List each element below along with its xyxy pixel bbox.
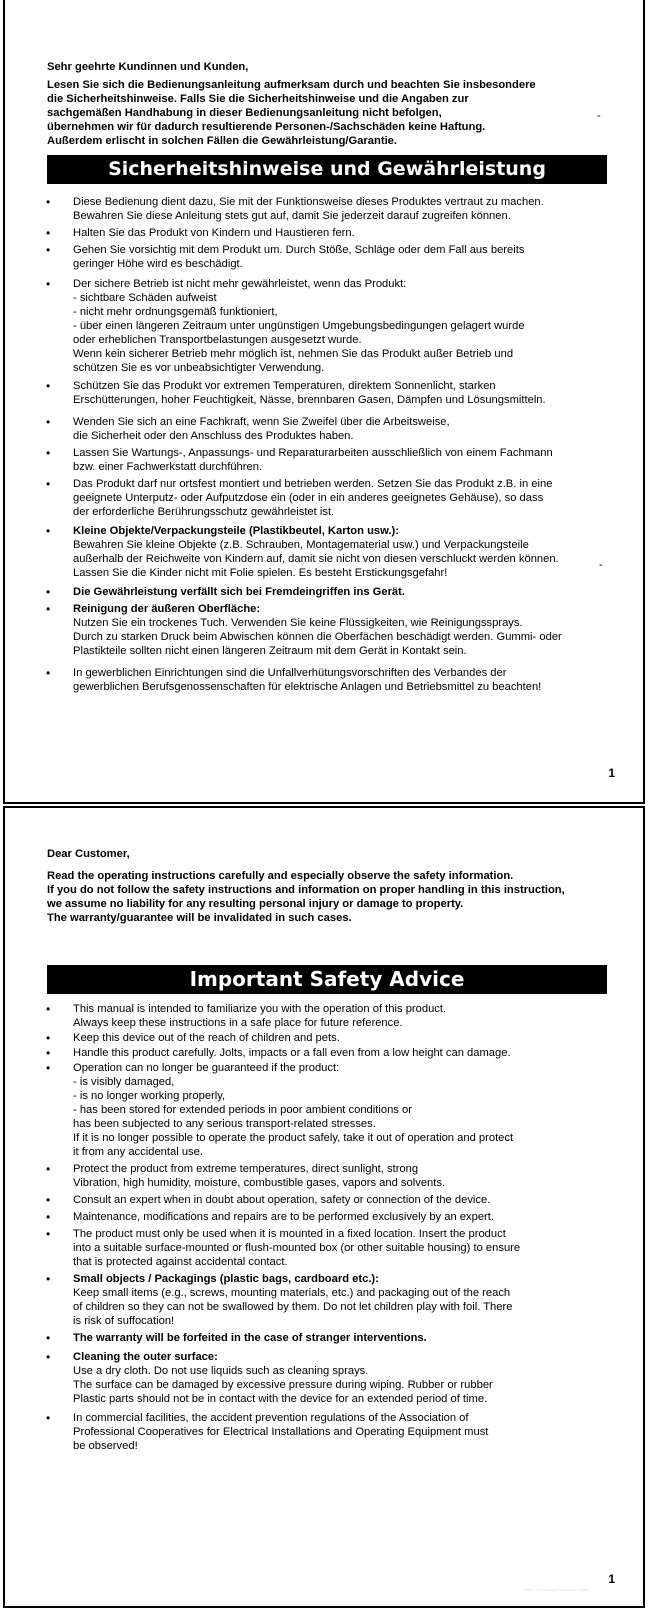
page-german xyxy=(3,0,645,804)
intro-block xyxy=(47,848,617,926)
bullet-icon: • xyxy=(46,1411,51,1425)
intro-text: Lesen Sie sich die Bedienungsanleitung aufmerksam durch und beachten Sie insbesondere die Sicherheitshinweise. Falls Sie die Sicherheitshinweise und die Angaben zur sachgemäßen Handhabung in dieser Bedienungsanleitung nicht befolgen, übernehmen wir für dadurch resultierende Personen-/Sachschäden keine Haftung. Außerdem erlischt in solchen Fällen die Gewährleistung/Garantie. xyxy=(47,78,536,147)
intro-block xyxy=(47,61,617,148)
list-item xyxy=(45,1331,637,1345)
bullet-icon: • xyxy=(46,666,51,680)
bullet-icon: • xyxy=(46,1002,51,1016)
list-item xyxy=(45,1061,637,1159)
list-item xyxy=(45,446,637,474)
list-item xyxy=(45,1002,637,1030)
list-item xyxy=(45,1031,637,1045)
list-item-text: Keep this device out of the reach of children and pets. xyxy=(73,1032,340,1044)
list-item xyxy=(45,415,637,443)
bullet-icon: • xyxy=(46,524,51,538)
list-item xyxy=(45,1046,637,1060)
list-item xyxy=(45,1411,637,1453)
list-item-text: Keep small items (e.g., screws, mounting materials, etc.) and packaging out of the reach of children so they can not be swallowed by them. Do not let children play with foil. There is risk of suffocation! xyxy=(73,1287,513,1327)
list-item xyxy=(45,585,637,599)
list-item-text: Handle this product carefully. Jolts, impacts or a fall even from a low height can damage. xyxy=(73,1047,511,1059)
bullet-icon: • xyxy=(46,602,51,616)
list-item xyxy=(45,666,637,694)
list-item-text: In gewerblichen Einrichtungen sind die Unfallverhütungsvorschriften des Verbandes der gewerblichen Berufsgenossenschaften für elektrische Anlagen und Betriebsmittel zu beachten! xyxy=(73,667,542,693)
list-item-text: Die Gewährleistung verfällt sich bei Fremdeingriffen ins Gerät. xyxy=(73,586,405,598)
list-item-text: Diese Bedienung dient dazu, Sie mit der Funktionsweise dieses Produktes vertraut zu machen. Bewahren Sie diese Anleitung stets gut auf, damit Sie jederzeit darauf zugreifen können. xyxy=(73,196,544,222)
list-item xyxy=(45,1272,637,1328)
list-item-text: Wenden Sie sich an eine Fachkraft, wenn Sie Zweifel über die Arbeitsweise, die Sicherheit oder den Anschluss des Produktes haben. xyxy=(73,416,450,442)
section-heading: Sicherheitshinweise und Gewährleistung xyxy=(47,155,607,184)
salutation: Dear Customer, xyxy=(47,848,130,860)
stray-dash: - xyxy=(597,110,601,122)
salutation: Sehr geehrte Kundinnen und Kunden, xyxy=(47,61,249,73)
page-number: 1 xyxy=(608,766,615,780)
page-english xyxy=(3,806,645,1608)
bullet-icon: • xyxy=(46,446,51,460)
bullet-icon: • xyxy=(46,1061,51,1075)
list-item-heading: Reinigung der äußeren Oberfläche: xyxy=(73,603,261,615)
bullet-icon: • xyxy=(46,477,51,491)
safety-list xyxy=(45,1002,637,1453)
list-item-text: Nutzen Sie ein trockenes Tuch. Verwenden Sie keine Flüssigkeiten, wie Reinigungssprays. Durch zu starken Druck beim Abwischen können die Oberfächen beschädigt werden. Gummi- oder Plastikteile sollten nicht einen längeren Zeitraum mit dem Gerät in Kontakt sein. xyxy=(73,617,562,657)
list-item xyxy=(45,1162,637,1190)
list-item-heading: Kleine Objekte/Verpackungsteile (Plastikbeutel, Karton usw.): xyxy=(73,525,399,537)
list-item-heading: Cleaning the outer surface: xyxy=(73,1351,218,1363)
list-item xyxy=(45,195,637,223)
bullet-icon: • xyxy=(46,415,51,429)
list-item-text: Consult an expert when in doubt about operation, safety or connection of the device. xyxy=(73,1194,491,1206)
list-item-heading: Small objects / Packagings (plastic bags, cardboard etc.): xyxy=(73,1273,379,1285)
list-item-text: The warranty will be forfeited in the case of stranger interventions. xyxy=(73,1332,427,1344)
bullet-icon: • xyxy=(46,1350,51,1364)
list-item-text: The product must only be used when it is mounted in a fixed location. Insert the product into a suitable surface-mounted or flush-mounted box (or other suitable housing) to ensure that is protected against accidental contact. xyxy=(73,1228,521,1268)
list-item xyxy=(45,1350,637,1406)
list-item-text: Protect the product from extreme temperatures, direct sunlight, strong Vibration, high humidity, moisture, combustible gases, vapors and solvents. xyxy=(73,1163,446,1189)
bullet-icon: • xyxy=(46,1162,51,1176)
list-item xyxy=(45,277,637,375)
list-item-text: Bewahren Sie kleine Objekte (z.B. Schrauben, Montagematerial usw.) und Verpackungsteile außerhalb der Reichweite von Kindern auf, damit sie nicht von diesen verschluckt werden können. Lassen Sie die Kinder nicht mit Folie spielen. Es besteht Erstickungsgefahr! xyxy=(73,539,559,579)
list-item-text: Operation can no longer be guaranteed if the product: - is visibly damaged, - is no longer working properly, - has been stored for extended periods in poor ambient conditions or has been subjected to any serious transport-related stresses. If it is no longer possible to operate the product safely, take it out of operation and protect it from any accidental use. xyxy=(73,1062,514,1158)
list-item xyxy=(45,524,637,580)
list-item-text: Use a dry cloth. Do not use liquids such as cleaning sprays. The surface can be damaged by excessive pressure during wiping. Rubber or rubber Plastic parts should not be in contact with the device for an extended period of time. xyxy=(73,1365,493,1405)
list-item xyxy=(45,1210,637,1224)
list-item xyxy=(45,226,637,240)
bullet-icon: • xyxy=(46,243,51,257)
section-heading: Important Safety Advice xyxy=(47,965,607,994)
bullet-icon: • xyxy=(46,226,51,240)
list-item xyxy=(45,243,637,271)
watermark: Wired Technology Electronics GmbH xyxy=(523,1587,589,1592)
list-item-text: Maintenance, modifications and repairs are to be performed exclusively by an expert. xyxy=(73,1211,494,1223)
bullet-icon: • xyxy=(46,379,51,393)
list-item xyxy=(45,1193,637,1207)
bullet-icon: • xyxy=(46,1031,51,1045)
list-item-text: In commercial facilities, the accident prevention regulations of the Association of Professional Cooperatives for Electrical Installations and Operating Equipment must be observed! xyxy=(73,1412,489,1452)
bullet-icon: • xyxy=(46,1193,51,1207)
bullet-icon: • xyxy=(46,1210,51,1224)
list-item xyxy=(45,1227,637,1269)
list-item-text: Schützen Sie das Produkt vor extremen Temperaturen, direktem Sonnenlicht, starken Erschütterungen, hoher Feuchtigkeit, Nässe, brennbaren Gasen, Dämpfen und Lösungsmitteln. xyxy=(73,380,546,406)
list-item-text: Halten Sie das Produkt von Kindern und Haustieren fern. xyxy=(73,227,355,239)
bullet-icon: • xyxy=(46,585,51,599)
bullet-icon: • xyxy=(46,1331,51,1345)
list-item-text: Gehen Sie vorsichtig mit dem Produkt um. Durch Stöße, Schläge oder dem Fall aus bereits geringer Höhe wird es beschädigt. xyxy=(73,244,525,270)
page-number: 1 xyxy=(608,1572,615,1586)
list-item-text: Das Produkt darf nur ortsfest montiert und betrieben werden. Setzen Sie das Produkt z.B. in eine geeignete Unterputz- oder Aufputzdose ein (oder in ein anderes geeignetes Gehäuse), so dass der erforderliche Berührungsschutz gewährleistet ist. xyxy=(73,478,553,518)
intro-text: Read the operating instructions carefully and especially observe the safety information. If you do not follow the safety instructions and information on proper handling in this instruction, we assume no liability for any resulting personal injury or damage to property. The warranty/guarantee will be invalidated in such cases. xyxy=(47,869,565,924)
list-item xyxy=(45,477,637,519)
list-item-text: This manual is intended to familiarize you with the operation of this product. Always keep these instructions in a safe place for future reference. xyxy=(73,1003,447,1029)
bullet-icon: • xyxy=(46,1046,51,1060)
list-item xyxy=(45,379,637,407)
bullet-icon: • xyxy=(46,277,51,291)
bullet-icon: • xyxy=(46,1227,51,1241)
list-item-text: Lassen Sie Wartungs-, Anpassungs- und Reparaturarbeiten ausschließlich von einem Fachmann bzw. einer Fachwerkstatt durchführen. xyxy=(73,447,553,473)
stray-dash: - xyxy=(599,559,603,571)
bullet-icon: • xyxy=(46,1272,51,1286)
bullet-icon: • xyxy=(46,195,51,209)
safety-list xyxy=(45,195,637,694)
list-item-text: Der sichere Betrieb ist nicht mehr gewährleistet, wenn das Produkt: - sichtbare Schäden aufweist - nicht mehr ordnungsgemäß funktioniert, - über einen längeren Zeitraum unter ungünstigen Umgebungsbedingungen gelagert wurde oder erheblichen Transportbelastungen ausgesetzt wurde. Wenn kein sicherer Betrieb mehr möglich ist, nehmen Sie das Produkt außer Betrieb und schützen Sie es vor unbeabsichtigter Verwendung. xyxy=(73,278,525,374)
list-item xyxy=(45,602,637,658)
